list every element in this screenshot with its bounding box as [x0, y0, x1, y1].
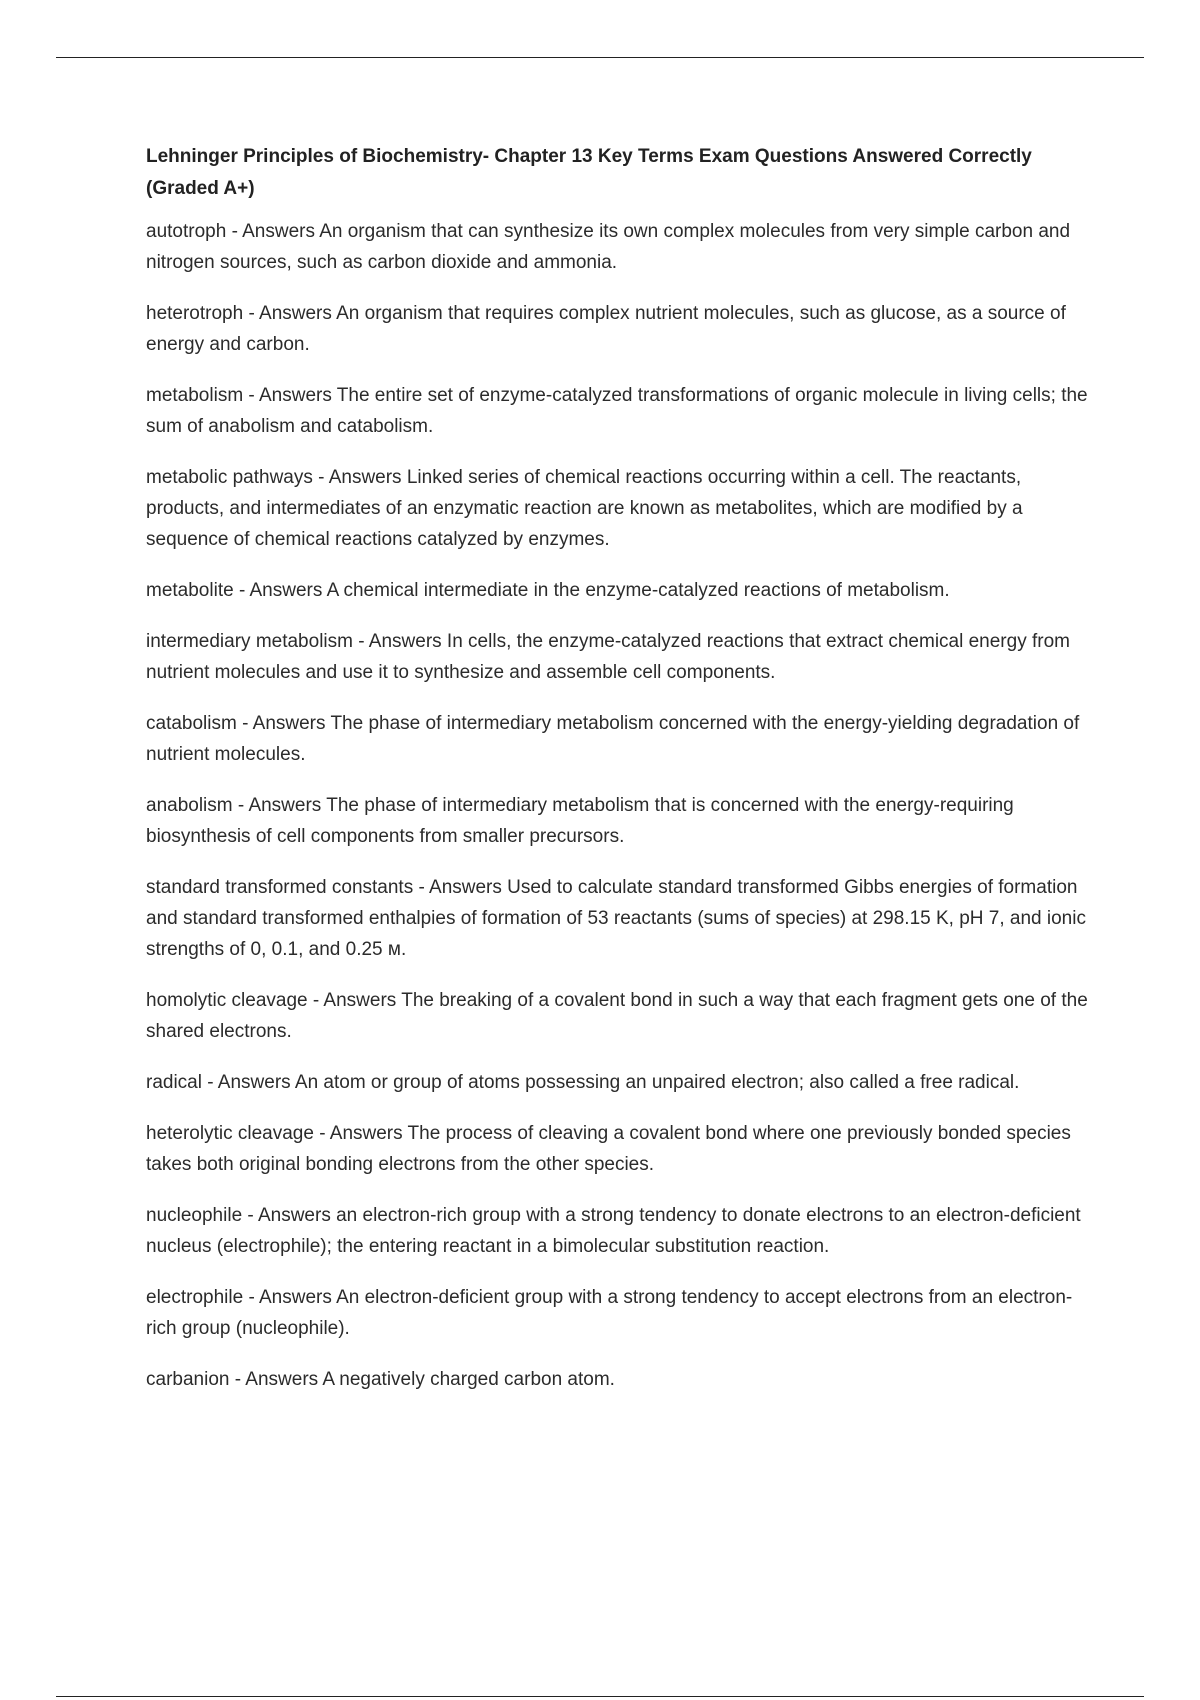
term-standard-transformed-constants: standard transformed constants - Answers Used to calculate standard transformed Gibbs energies of formation and standard transformed enthalpies of formation of 53 reactants (sums of species) at 298.15 K, pH 7, and ionic strengths of 0, 0.1, and 0.25 м. [146, 877, 1086, 960]
term-electrophile: electrophile - Answers An electron-deficient group with a strong tendency to accept electrons from an electron-rich group (nucleophile). [146, 1287, 1073, 1339]
term-carbanion: carbanion - Answers A negatively charged carbon atom. [146, 1369, 615, 1390]
term-radical: radical - Answers An atom or group of atoms possessing an unpaired electron; also called a free radical. [146, 1072, 1020, 1093]
term-intermediary-metabolism: intermediary metabolism - Answers In cells, the enzyme-catalyzed reactions that extract chemical energy from nutrient molecules and use it to synthesize and assemble cell components. [146, 631, 1070, 683]
term-autotroph: autotroph - Answers An organism that can synthesize its own complex molecules from very simple carbon and nitrogen sources, such as carbon dioxide and ammonia. [146, 221, 1071, 273]
term-homolytic-cleavage: homolytic cleavage - Answers The breaking of a covalent bond in such a way that each fragment gets one of the shared electrons. [146, 990, 1088, 1042]
document-body [146, 141, 1096, 1415]
term-list [146, 216, 1096, 1395]
term-heterotroph: heterotroph - Answers An organism that requires complex nutrient molecules, such as glucose, as a source of energy and carbon. [146, 303, 1066, 355]
term-heterolytic-cleavage: heterolytic cleavage - Answers The process of cleaving a covalent bond where one previously bonded species takes both original bonding electrons from the other species. [146, 1123, 1071, 1175]
term-catabolism: catabolism - Answers The phase of intermediary metabolism concerned with the energy-yielding degradation of nutrient molecules. [146, 713, 1080, 765]
term-metabolism: metabolism - Answers The entire set of enzyme-catalyzed transformations of organic molecule in living cells; the sum of anabolism and catabolism. [146, 385, 1088, 437]
term-metabolic-pathways: metabolic pathways - Answers Linked series of chemical reactions occurring within a cell. The reactants, products, and intermediates of an enzymatic reaction are known as metabolites, which are modified by a sequence of chemical reactions catalyzed by enzymes. [146, 467, 1023, 550]
footer-rule [56, 1696, 1144, 1697]
term-anabolism: anabolism - Answers The phase of intermediary metabolism that is concerned with the energy-requiring biosynthesis of cell components from smaller precursors. [146, 795, 1014, 847]
term-nucleophile: nucleophile - Answers an electron-rich group with a strong tendency to donate electrons to an electron-deficient nucleus (electrophile); the entering reactant in a bimolecular substitution reaction. [146, 1205, 1081, 1257]
term-metabolite: metabolite - Answers A chemical intermediate in the enzyme-catalyzed reactions of metabolism. [146, 580, 950, 601]
header-rule [56, 57, 1144, 58]
document-title: Lehninger Principles of Biochemistry- Chapter 13 Key Terms Exam Questions Answered Correctly (Graded A+) [146, 146, 1032, 199]
